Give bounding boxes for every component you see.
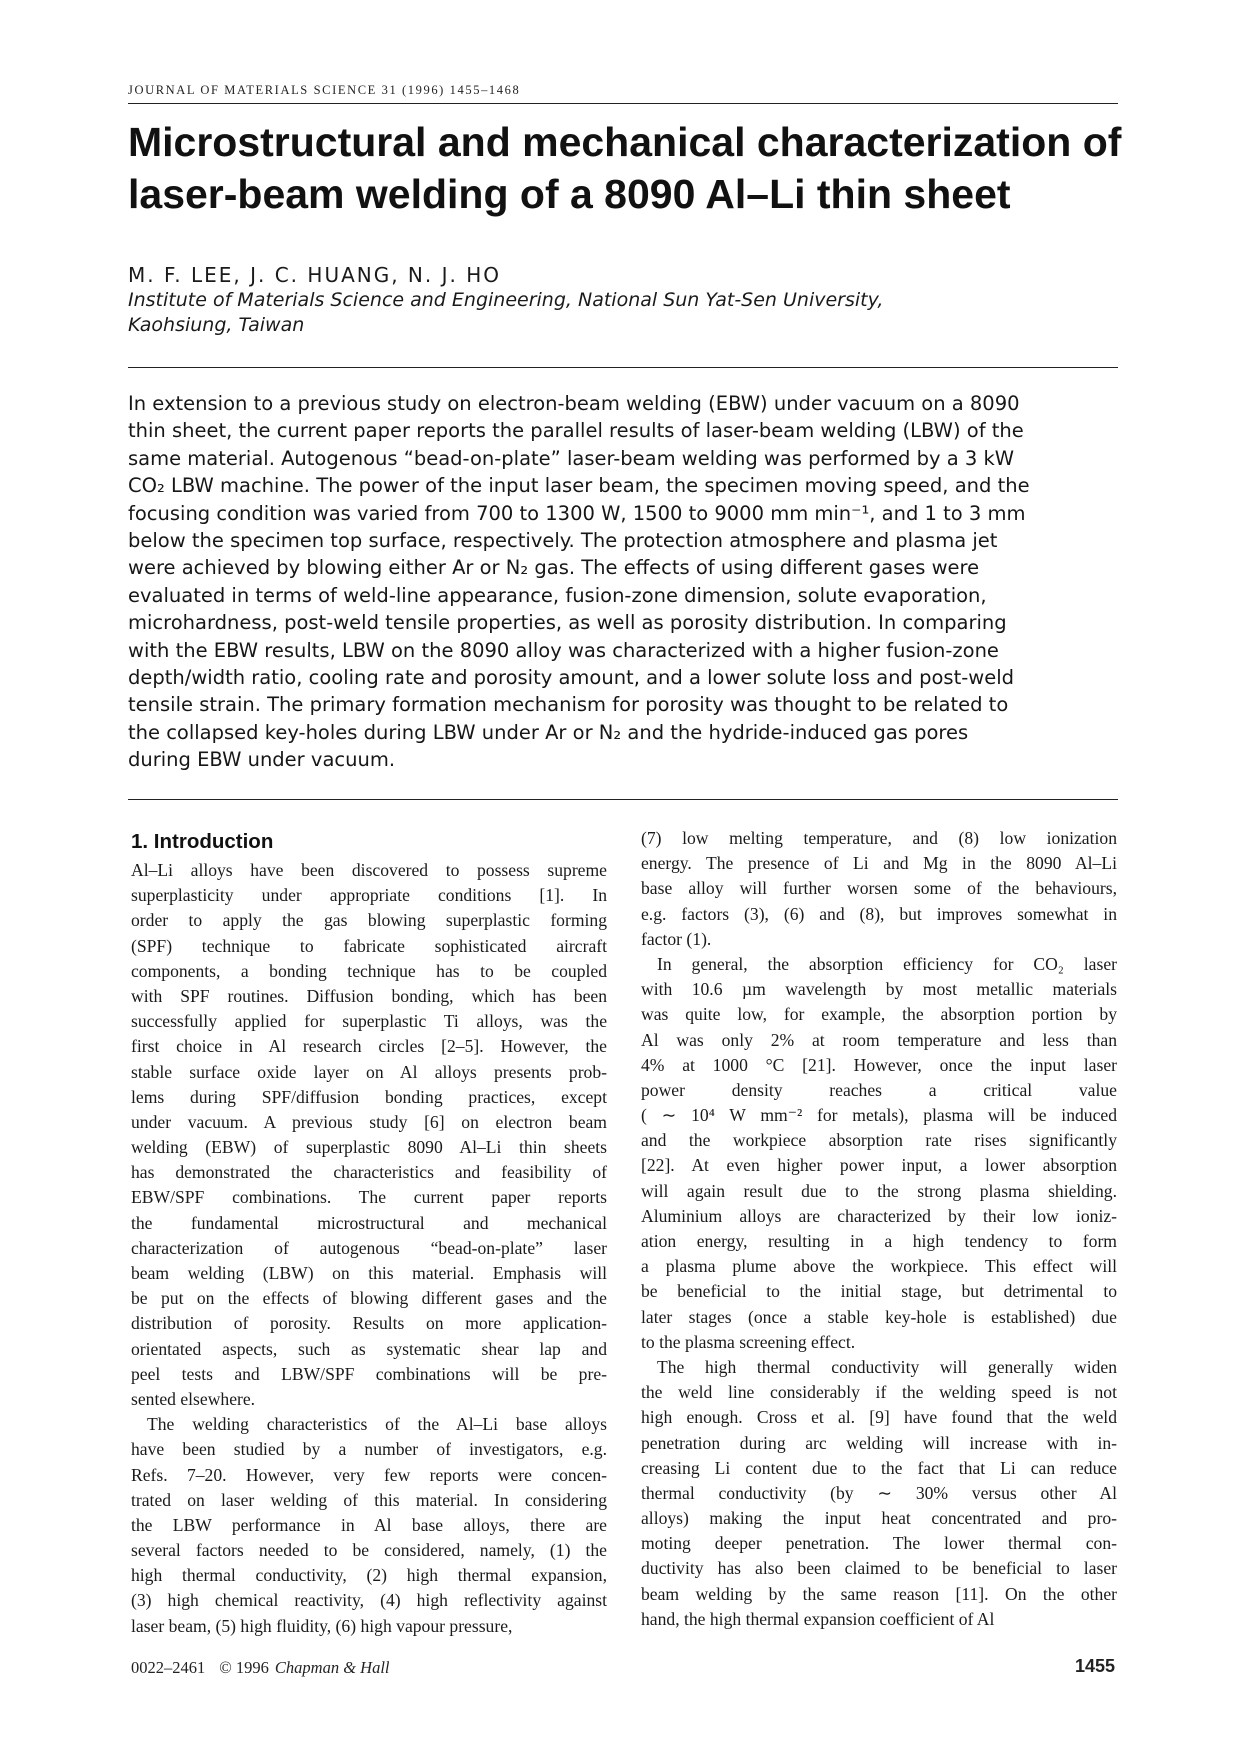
body-text-line: distribution of porosity. Results on more application- [131,1313,607,1334]
body-text-line: later stages (once a stable key-hole is established) due [641,1306,1117,1327]
section-heading-introduction: 1. Introduction [131,830,274,853]
title-line-2: laser-beam welding of a 8090 Al–Li thin sheet [128,171,1011,217]
abstract-top-rule [128,367,1118,368]
abstract-line: CO₂ LBW machine. The power of the input laser beam, the specimen moving speed, and the [128,474,1030,498]
body-text-line: first choice in Al research circles [2–5]. However, the [131,1036,607,1057]
footer-citation [131,1657,390,1679]
abstract-line: depth/width ratio, cooling rate and porosity amount, and a lower solute loss and post-weld [128,666,1014,690]
body-text-line: successfully applied for superplastic Ti alloys, was the [131,1011,607,1032]
body-text-line: e.g. factors (3), (6) and (8), but improves somewhat in [641,903,1117,924]
body-text-line: under vacuum. A previous study [6] on electron beam [131,1111,607,1132]
body-text-line: and the workpiece absorption rate rises significantly [641,1130,1117,1151]
abstract-line: In extension to a previous study on electron-beam welding (EBW) under vacuum on a 8090 [128,392,1020,415]
abstract-line: tensile strain. The primary formation mechanism for porosity was thought to be related to [128,693,1009,717]
body-text-line: lems during SPF/diffusion bonding practices, except [131,1086,607,1107]
body-text-line: energy. The presence of Li and Mg in the 8090 Al–Li [641,853,1117,874]
body-text-line: a plasma plume above the workpiece. This effect will [641,1256,1117,1277]
issn: 0022–2461 [131,1658,206,1677]
body-text-line: orientated aspects, such as systematic shear lap and [131,1338,607,1359]
body-text-line: superplasticity under appropriate conditions [1]. In [131,885,607,906]
body-text-line: Aluminium alloys are characterized by their low ioniz- [641,1205,1117,1226]
body-text-line: moting deeper penetration. The lower thermal con- [641,1533,1117,1554]
page-number: 1455 [1074,1656,1115,1676]
body-text-line: Al–Li alloys have been discovered to possess supreme [131,860,607,880]
abstract-line: were achieved by blowing either Ar or N₂ gas. The effects of using different gases were [128,556,980,580]
body-text-line: 4% at 1000 °C [21]. However, once the input laser [641,1054,1117,1075]
body-text-line: penetration during arc welding will increase with in- [641,1432,1117,1453]
body-text-line: peel tests and LBW/SPF combinations will be pre- [131,1363,607,1384]
body-text-line: power density reaches a critical value [641,1079,1117,1100]
body-text-line: with SPF routines. Diffusion bonding, which has been [131,985,607,1006]
abstract-line: below the specimen top surface, respectively. The protection atmosphere and plasma jet [128,529,998,553]
publisher: Chapman & Hall [274,1658,390,1677]
body-text-line: Al was only 2% at room temperature and less than [641,1029,1117,1050]
abstract [128,390,1118,774]
body-text-line: welding (EBW) of superplastic 8090 Al–Li thin sheets [131,1137,607,1158]
affiliation [128,288,1118,338]
body-text-line: (3) high chemical reactivity, (4) high reflectivity against [131,1590,607,1611]
body-text-line: The high thermal conductivity will generally widen [657,1356,1117,1377]
body-text-line: to the plasma screening effect. [641,1331,856,1352]
body-text-line: sented elsewhere. [131,1388,256,1409]
body-text-line: high thermal conductivity, (2) high thermal expansion, [131,1565,607,1586]
abstract-line: evaluated in terms of weld-line appearance, fusion-zone dimension, solute evaporation, [128,583,987,607]
body-text-line: creasing Li content due to the fact that Li can reduce [641,1457,1117,1478]
body-text-line: beam welding by the same reason [11]. On the other [641,1583,1117,1604]
body-text-line: ( ∼ 10⁴ W mm⁻² for metals), plasma will be induced [641,1105,1117,1126]
body-text-line: ductivity has also been claimed to be beneficial to laser [641,1558,1117,1579]
body-text-line: the weld line considerably if the welding speed is not [641,1382,1117,1403]
abstract-line: thin sheet, the current paper reports the parallel results of laser-beam welding (LBW) of the [128,419,1024,443]
body-text-line: have been studied by a number of investigators, e.g. [131,1439,607,1460]
abstract-line: same material. Autogenous “bead-on-plate” laser-beam welding was performed by a 3 kW [128,446,1015,470]
abstract-line: with the EBW results, LBW on the 8090 alloy was characterized with a higher fusion-zone [128,638,999,662]
body-text-line: trated on laser welding of this material. In considering [131,1489,607,1510]
article-title [128,116,1128,220]
body-text-line: several factors needed to be considered, namely, (1) the [131,1540,607,1561]
body-text-line: the fundamental microstructural and mechanical [131,1212,607,1233]
body-text-line: will again result due to the strong plasma shielding. [641,1180,1117,1201]
abstract-line: during EBW under vacuum. [128,748,396,772]
body-text-line: stable surface oxide layer on Al alloys presents prob- [131,1061,607,1082]
body-text-line: [22]. At even higher power input, a lower absorption [641,1155,1117,1176]
body-text-line: The welding characteristics of the Al–Li base alloys [147,1414,607,1435]
body-text-line: components, a bonding technique has to be coupled [131,960,607,981]
body-text-line: EBW/SPF combinations. The current paper reports [131,1187,607,1208]
affiliation-line-1: Institute of Materials Science and Engineering, National Sun Yat-Sen University, [128,289,884,311]
abstract-line: focusing condition was varied from 700 to 1300 W, 1500 to 9000 mm min⁻¹, and 1 to 3 mm [128,501,1026,525]
body-text-line: has demonstrated the characteristics and feasibility of [131,1162,607,1183]
body-text-line: high enough. Cross et al. [9] have found that the weld [641,1407,1117,1428]
body-text-line: be put on the effects of blowing different gases and the [131,1288,607,1309]
affiliation-line-2: Kaohsiung, Taiwan [128,314,305,336]
body-text-line: alloys) making the input heat concentrated and pro- [641,1508,1117,1529]
copyright: © 1996 [219,1658,269,1677]
abstract-line: microhardness, post-weld tensile properties, as well as porosity distribution. In comparing [128,611,1007,635]
body-text-line: (7) low melting temperature, and (8) low ionization [641,828,1117,848]
author-list: M. F. LEE, J. C. HUANG, N. J. HO [128,263,502,287]
body-text-line: the LBW performance in Al base alloys, there are [131,1514,607,1535]
body-text-line: was quite low, for example, the absorption portion by [641,1004,1117,1025]
body-text-line: with 10.6 µm wavelength by most metallic materials [641,979,1117,1000]
body-text-line: Refs. 7–20. However, very few reports were concen- [131,1464,607,1485]
body-text-line: hand, the high thermal expansion coefficient of Al [641,1608,995,1629]
body-text-line: laser beam, (5) high fluidity, (6) high vapour pressure, [131,1615,513,1636]
body-text-line: characterization of autogenous “bead-on-plate” laser [131,1237,607,1258]
body-text-line: be beneficial to the initial stage, but detrimental to [641,1281,1117,1302]
body-text-line: order to apply the gas blowing superplastic forming [131,910,607,931]
header-rule [128,103,1118,104]
running-header: JOURNAL OF MATERIALS SCIENCE 31 (1996) 1455–1468 [128,83,521,97]
body-text-line: beam welding (LBW) on this material. Emphasis will [131,1263,607,1283]
abstract-bottom-rule [128,799,1118,800]
body-text-line: thermal conductivity (by ∼ 30% versus other Al [641,1482,1117,1503]
title-line-1: Microstructural and mechanical characterization of [128,119,1122,165]
abstract-line: the collapsed key-holes during LBW under Ar or N₂ and the hydride-induced gas pores [128,720,969,744]
body-column-right [641,826,1117,1632]
body-column-left [131,858,607,1639]
body-text-line: In general, the absorption efficiency for CO₂ laser [657,953,1117,974]
body-text-line: base alloy will further worsen some of the behaviours, [641,878,1117,899]
body-text-line: (SPF) technique to fabricate sophisticated aircraft [131,935,607,956]
body-text-line: factor (1). [641,928,712,949]
body-text-line: ation energy, resulting in a high tendency to form [641,1231,1117,1251]
